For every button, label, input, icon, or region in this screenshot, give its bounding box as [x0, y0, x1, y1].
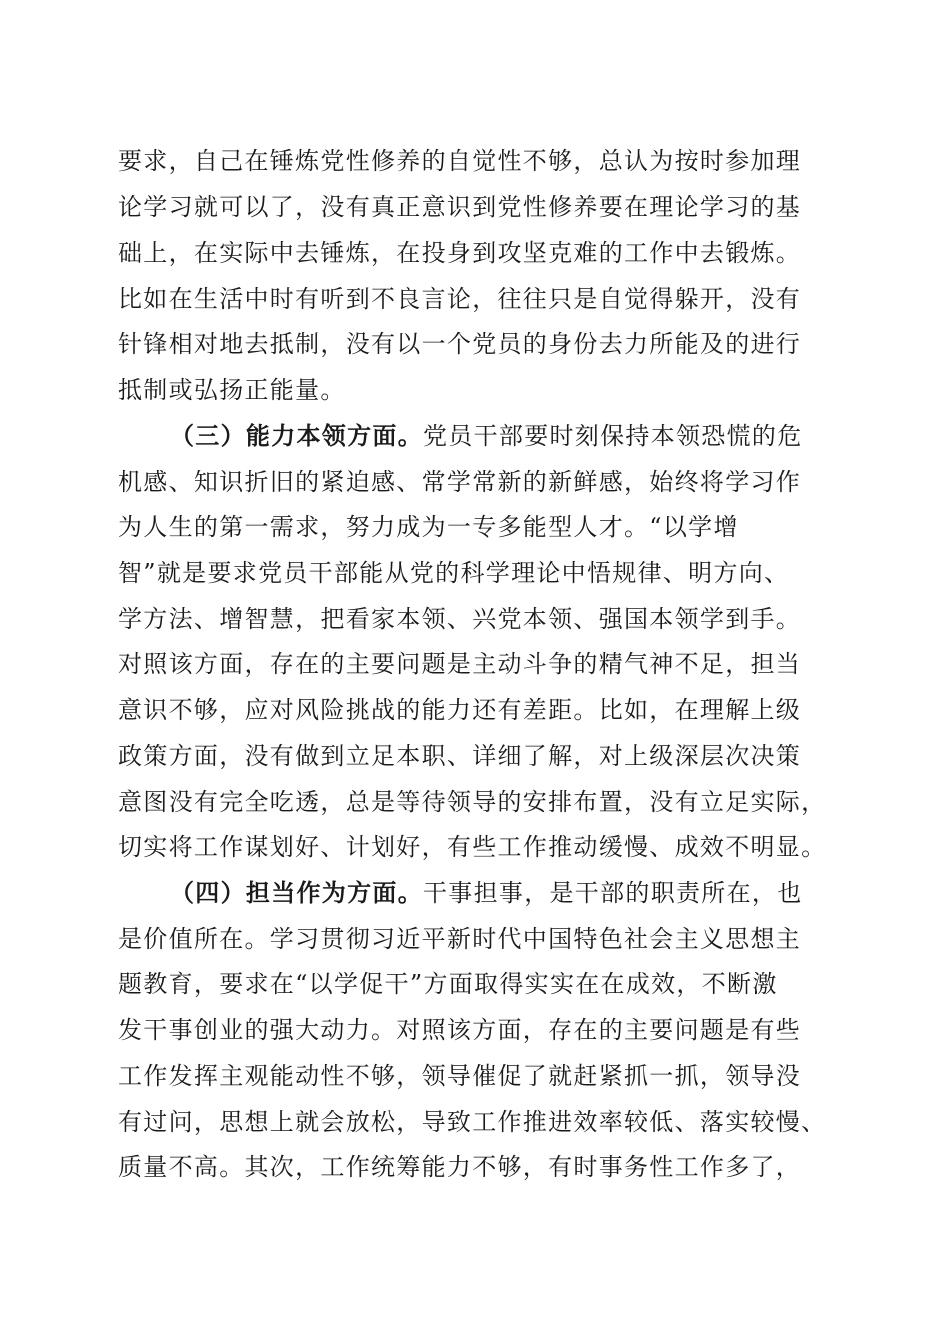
paragraph-line: 学方法、增智慧，把看家本领、兴党本领、强国本领学到手。: [118, 605, 802, 633]
paragraph-line: 为人生的第一需求，努力成为一专多能型人才。“以学增: [118, 513, 739, 541]
section-three-first-line: [170, 420, 803, 452]
section-three-first-line-text: 党员干部要时刻保持本领恐慌的危: [423, 422, 803, 450]
section-three-heading: （三）能力本领方面。: [170, 421, 423, 450]
paragraph-line: 切实将工作谋划好、计划好，有些工作推动缓慢、成效不明显。: [118, 833, 827, 861]
paragraph-line: 是价值所在。学习贯彻习近平新时代中国特色社会主义思想主: [118, 925, 802, 953]
paragraph-line: 有过问，思想上就会放松，导致工作推进效率较低、落实较慢、: [118, 1108, 827, 1136]
paragraph-line: 工作发挥主观能动性不够，领导催促了就赶紧抓一抓，领导没: [118, 1062, 802, 1090]
paragraph-line: 意图没有完全吃透，总是等待领导的安排布置，没有立足实际，: [118, 788, 827, 816]
paragraph-line: 针锋相对地去抵制，没有以一个党员的身份去力所能及的进行: [118, 330, 802, 358]
section-four-first-line-text: 干事担事，是干部的职责所在，也: [423, 879, 803, 907]
paragraph-line: 智”就是要求党员干部能从党的科学理论中悟规律、明方向、: [118, 559, 790, 587]
paragraph-line: 对照该方面，存在的主要问题是主动斗争的精气神不足，担当: [118, 650, 802, 678]
paragraph-line: 意识不够，应对风险挑战的能力还有差距。比如，在理解上级: [118, 696, 802, 724]
paragraph-line: 政策方面，没有做到立足本职、详细了解，对上级深层次决策: [118, 742, 802, 770]
section-four-heading: （四）担当作为方面。: [170, 878, 423, 907]
paragraph-line: 要求，自己在锤炼党性修养的自觉性不够，总认为按时参加理: [118, 147, 802, 175]
paragraph-line: 比如在生活中时有听到不良言论，往往只是自觉得躲开，没有: [118, 285, 802, 313]
section-four-first-line: [170, 877, 803, 909]
paragraph-line: 抵制或弘扬正能量。: [118, 376, 346, 404]
paragraph-line: 质量不高。其次，工作统筹能力不够，有时事务性工作多了，: [118, 1153, 802, 1181]
paragraph-line: 论学习就可以了，没有真正意识到党性修养要在理论学习的基: [118, 193, 802, 221]
paragraph-line: 发干事创业的强大动力。对照该方面，存在的主要问题是有些: [118, 1016, 802, 1044]
paragraph-line: 础上，在实际中去锤炼，在投身到攻坚克难的工作中去锻炼。: [118, 239, 802, 267]
paragraph-line: 题教育，要求在“以学促干”方面取得实实在在成效，不断激: [118, 970, 778, 998]
paragraph-line: 机感、知识折旧的紧迫感、常学常新的新鲜感，始终将学习作: [118, 468, 802, 496]
